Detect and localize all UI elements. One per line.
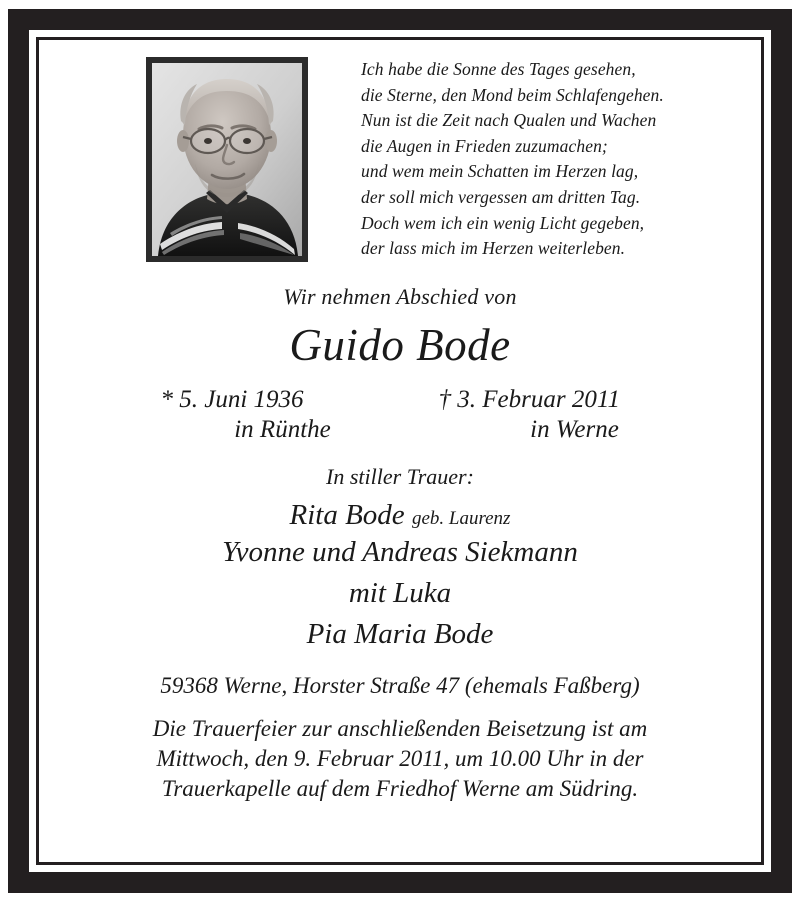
portrait-and-poem-block xyxy=(39,40,761,262)
address-line: 59368 Werne, Horster Straße 47 (ehemals Faßberg) xyxy=(160,673,640,699)
primary-mourner xyxy=(39,499,761,531)
memorial-poem xyxy=(361,57,761,262)
portrait-photo xyxy=(146,57,308,262)
poem-line: die Sterne, den Mond beim Schlafengehen. xyxy=(361,84,664,105)
mourner-list-item: mit Luka xyxy=(348,576,452,609)
death-place: in Werne xyxy=(530,416,619,444)
primary-mourner-name: Rita Bode xyxy=(289,499,405,532)
death-date-block xyxy=(399,385,677,445)
funeral-service-details xyxy=(39,714,761,804)
poem-line: der lass mich im Herzen weiterleben. xyxy=(361,238,626,259)
poem-line: Nun ist die Zeit nach Qualen und Wachen xyxy=(361,110,657,131)
poem-line: die Augen in Frieden zuzumachen; xyxy=(361,135,608,156)
mourner-list-item: Pia Maria Bode xyxy=(306,618,494,651)
mourning-label: In stiller Trauer: xyxy=(326,464,474,490)
service-line: Mittwoch, den 9. Februar 2011, um 10.00 Uhr in der xyxy=(156,746,644,772)
birth-date-block xyxy=(124,385,399,445)
portrait-container xyxy=(146,57,308,262)
portrait-illustration xyxy=(152,63,302,256)
primary-mourner-nee: geb. Laurenz xyxy=(411,508,511,530)
service-line: Trauerkapelle auf dem Friedhof Werne am Südring. xyxy=(161,776,639,802)
life-dates-row xyxy=(39,385,761,445)
birth-date: * 5. Juni 1936 xyxy=(160,386,304,414)
poem-line: Doch wem ich ein wenig Licht gegeben, xyxy=(361,212,645,233)
poem-line: und wem mein Schatten im Herzen lag, xyxy=(361,161,639,182)
notice-content-area xyxy=(39,40,761,862)
death-date: † 3. Februar 2011 xyxy=(438,386,620,414)
poem-line: Ich habe die Sonne des Tages gesehen, xyxy=(361,59,636,79)
poem-line: der soll mich vergessen am dritten Tag. xyxy=(361,186,641,207)
farewell-label: Wir nehmen Abschied von xyxy=(283,284,517,309)
birth-place: in Rünthe xyxy=(234,416,331,444)
deceased-name: Guido Bode xyxy=(289,320,511,370)
service-line: Die Trauerfeier zur anschließenden Beisetzung ist am xyxy=(152,716,648,742)
mourner-list-item: Yvonne und Andreas Siekmann xyxy=(222,535,578,568)
